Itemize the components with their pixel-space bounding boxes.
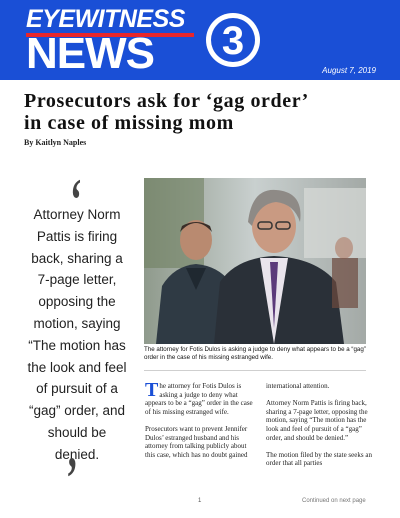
page-number: 1 <box>198 498 202 504</box>
byline: By Kaitlyn Naples <box>24 138 87 147</box>
channel-three-icon <box>204 4 262 74</box>
article-headline <box>24 90 384 134</box>
article-photo <box>144 178 366 344</box>
issue-date: August 7, 2019 <box>322 66 376 75</box>
col2-paragraph-3: The motion filed by the state seeks an order that all parties <box>266 450 372 468</box>
article-column-1 <box>145 379 255 468</box>
drop-cap: T <box>145 379 159 401</box>
station-logo[interactable] <box>26 4 266 76</box>
col1-paragraph-1 <box>145 379 255 416</box>
continued-link[interactable]: Continued on next page <box>302 498 366 504</box>
logo-eyewitness-text: EYEWITNESS <box>26 5 185 33</box>
col2-paragraph-1: international attention. <box>266 382 330 390</box>
logo-number: 3 <box>221 19 245 63</box>
open-quote-mark: ‘ <box>69 167 82 233</box>
photo-caption: The attorney for Fotis Dulos is asking a judge to deny what appears to be a “gag” order in the case of his missing estranged wife. <box>144 346 366 361</box>
close-quote-mark: ’ <box>65 445 78 511</box>
photo-illustration <box>144 178 366 344</box>
article-column-2 <box>266 382 376 477</box>
logo-news-text: NEWS <box>26 29 154 78</box>
section-divider <box>144 370 366 371</box>
col1-paragraph-2: Prosecutors want to prevent Jennifer Dulos’ estranged husband and his attorney from talking publicly about this case, which has no doubt gained <box>145 424 248 459</box>
col1-paragraph-1-text: he attorney for Fotis Dulos is asking a judge to deny what appears to be a “gag” order in the case of his missing estranged wife. <box>145 382 253 416</box>
header-band <box>0 0 400 80</box>
headline-line-2: in case of missing mom <box>24 112 234 134</box>
pull-quote: Attorney Norm Pattis is firing back, sharing a 7-page letter, opposing the motion, saying “The motion has the look and feel of pursuit of a “gag” order, and should be denied. <box>27 207 127 462</box>
headline-line-1: Prosecutors ask for ‘gag order’ <box>24 90 309 112</box>
col2-paragraph-2: Attorney Norm Pattis is firing back, sharing a 7-page letter, opposing the motion, saying “The motion has the look and feel of pursuit of a “gag” order, and should be denied.” <box>266 399 368 442</box>
